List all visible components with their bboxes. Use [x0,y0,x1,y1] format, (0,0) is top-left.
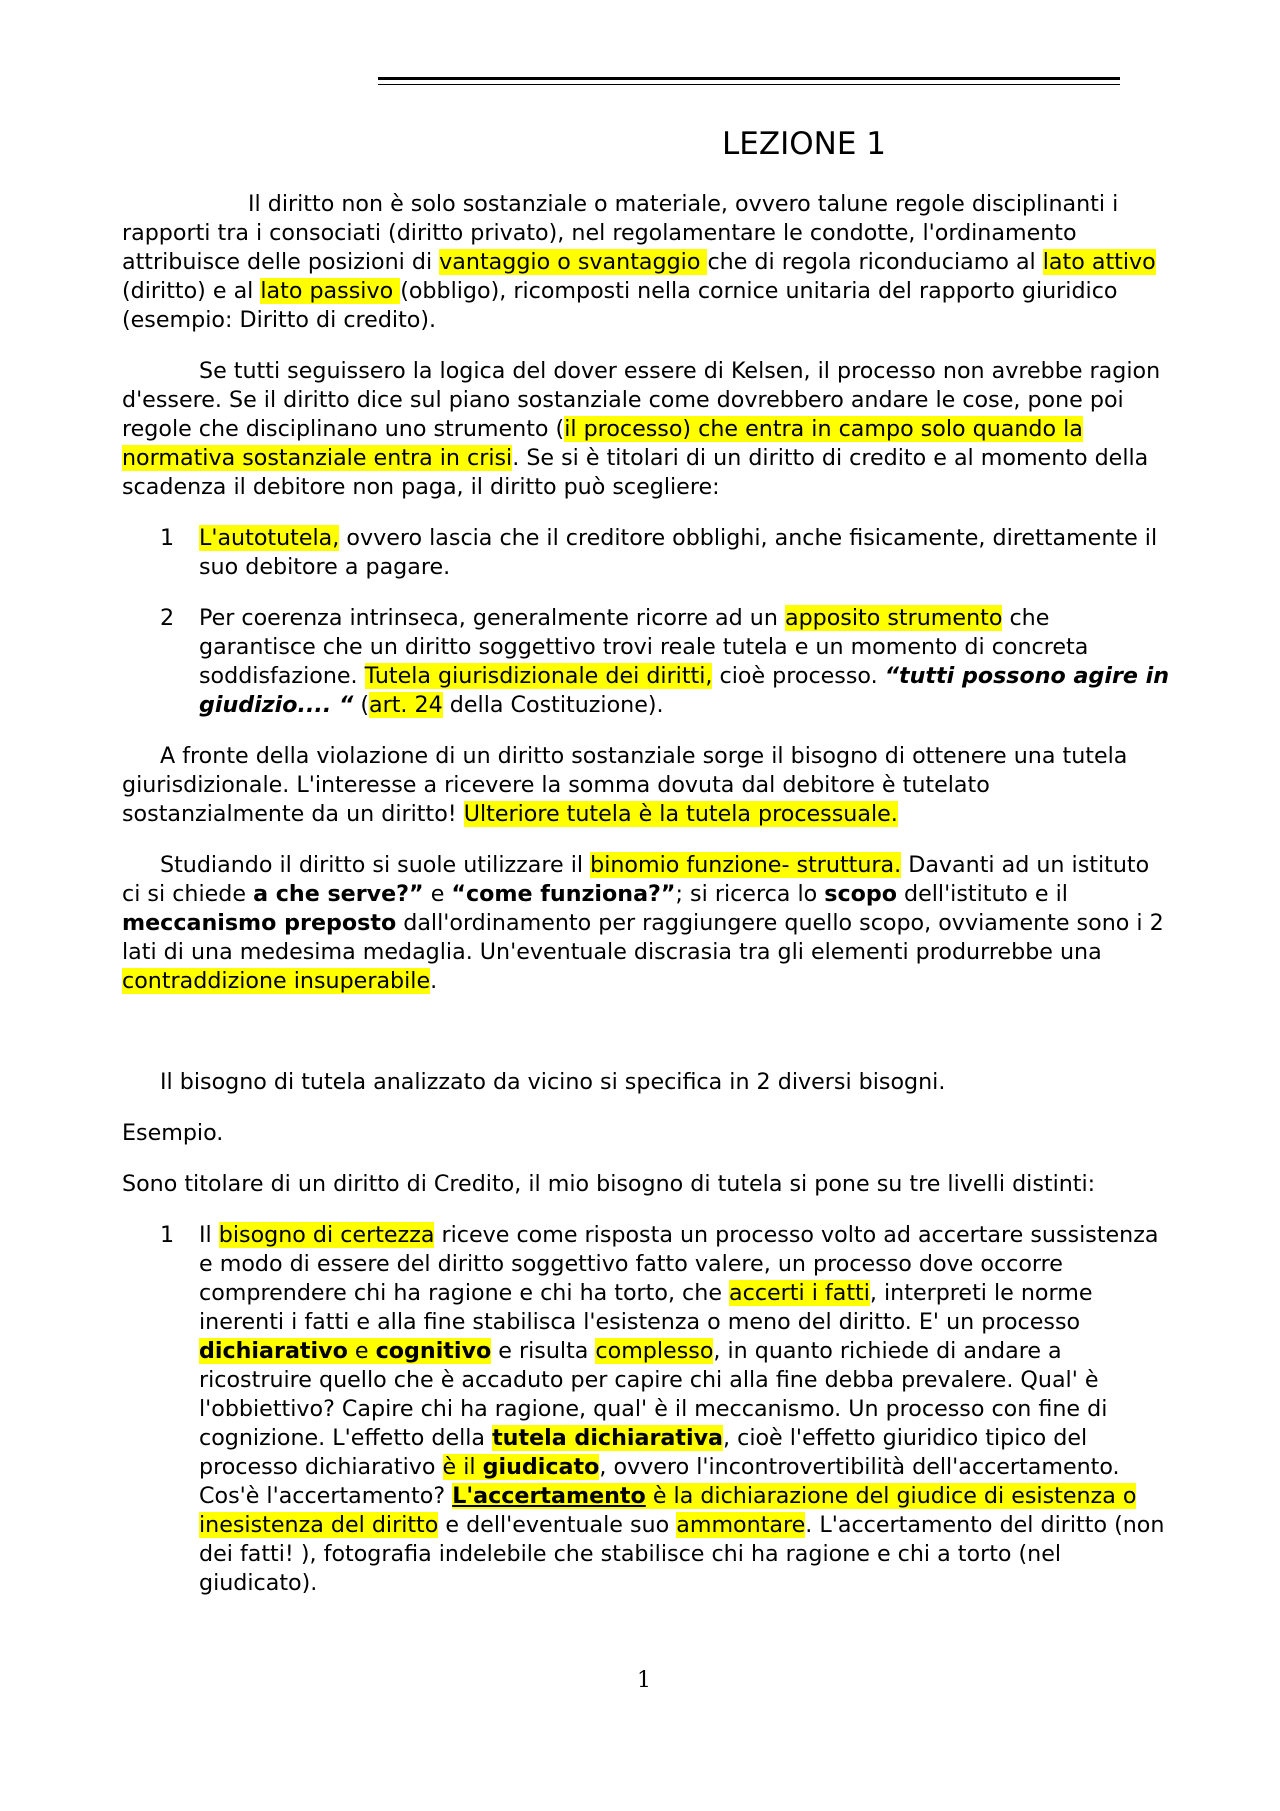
paragraph-5: Il bisogno di tutela analizzato da vicino si specifica in 2 diversi bisogni. [160,1069,946,1095]
paragraph-4 [122,851,1172,996]
text-run: ( [353,692,369,718]
header-rule [378,77,1120,85]
highlight: è il [442,1454,483,1480]
text-run: che garantisce che un diritto soggettivo trovi reale tutela e un momento di concreta soddisfazione. [199,605,1089,689]
text-run: e risulta [491,1338,596,1364]
paragraph-1 [122,190,1172,335]
highlight-bold: giudicato [482,1454,600,1480]
text-run: cioè processo. [712,663,885,689]
text-run: , cioè l'effetto giuridico tipico del processo dichiarativo [199,1425,1088,1480]
text-run: (obbligo), ricomposti nella cornice unitaria del rapporto giuridico (esempio: Diritto di credito). [122,278,1118,333]
highlight: accerti i fatti [729,1280,870,1306]
text-run: , ovvero l'incontrovertibilità dell'accertamento. Cos'è l'accertamento? [199,1454,1120,1509]
highlight: apposito strumento [784,605,1003,631]
highlight: e [347,1338,376,1364]
text-run: Davanti ad un istituto ci si chiede [122,852,1150,907]
highlight: Ulteriore tutela è la tutela processuale. [463,801,898,827]
highlight: il processo) che entra in campo solo quando la normativa sostanziale entra in crisi [122,416,1083,471]
text-run: . [430,968,438,994]
page-title: LEZIONE 1 [722,126,886,162]
highlight: bisogno di certezza [218,1222,435,1248]
highlight-bold-underline: L'accertamento [452,1483,646,1509]
text-run: , in quanto richiede di andare a ricostruire quello che è accaduto per capire chi alla fine debba prevalere. Qual' è l'obbiettivo? Capire chi ha ragione, qual' è il meccanismo. Un processo con fine di cognizione. L'effetto della [199,1338,1108,1451]
text-run: A fronte della violazione di un diritto sostanziale sorge il bisogno di ottenere una tutela giurisdizionale. L'interesse a ricevere la somma dovuta dal debitore è tutelato sostanzialmente da un diritto! [122,743,1128,827]
document-body [122,190,1172,1620]
list-number: 1 [160,525,175,551]
text-run: ovvero lascia che il creditore obblighi, anche fisicamente, direttamente il suo debitore a pagare. [199,525,1158,580]
bold-text: “come funziona?” [451,881,676,907]
bold-text: a che serve?” [253,881,424,907]
bold-text: meccanismo preposto [122,910,397,936]
paragraph-3 [122,742,1172,829]
bold-text: scopo [824,881,897,907]
highlight-bold: dichiarativo [199,1338,348,1364]
list-item [122,1221,1172,1598]
text-run: Studiando il diritto si suole utilizzare il [160,852,591,878]
highlight: contraddizione insuperabile [122,968,431,994]
list-number: 1 [160,1222,175,1248]
text-run: , interpreti le norme inerenti i fatti e alla fine stabilisca l'esistenza o meno del diritto. E' un processo [199,1280,1093,1335]
text-run: . L'accertamento del diritto (non dei fatti! ), fotografia indelebile che stabilisce chi ha ragione e chi a torto (nel giudicato). [199,1512,1165,1596]
highlight-bold: tutela dichiarativa [492,1425,724,1451]
text-run: e [423,881,452,907]
highlight: Tutela giurisdizionale dei diritti, [364,663,713,689]
highlight: ammontare [676,1512,806,1538]
paragraph-2 [122,357,1172,502]
highlight: è la dichiarazione del giudice di esistenza o inesistenza del diritto [199,1483,1137,1538]
highlight-bold: cognitivo [375,1338,492,1364]
text-run: (diritto) e al [122,278,261,304]
highlight: lato passivo [260,278,401,304]
text-run: che di regola riconduciamo al [707,249,1043,275]
list-item [122,604,1172,720]
text-run: della Costituzione). [442,692,664,718]
text-run: Se tutti seguissero la logica del dover essere di Kelsen, il processo non avrebbe ragion d'essere. Se il diritto dice sul piano sostanziale come dovrebbero andare le cose, pone poi regole che disciplinano uno strumento ( [122,358,1161,442]
page-number: 1 [637,1668,651,1693]
highlight: binomio funzione- struttura. [590,852,902,878]
text-run: dall'ordinamento per raggiungere quello scopo, ovviamente sono i 2 lati di una medesima medaglia. Un'eventuale discrasia tra gli elementi produrrebbe una [122,910,1164,965]
highlight: complesso [595,1338,714,1364]
highlight: lato attivo [1042,249,1156,275]
text-run: e dell'eventuale suo [438,1512,677,1538]
text-run: Il diritto non è solo sostanziale o materiale, ovvero talune regole disciplinanti i rapporti tra i consociati (diritto privato), nel regolamentare le condotte, l'ordinamento attribuisce delle posizioni di [122,191,1119,275]
text-run: riceve come risposta un processo volto ad accertare sussistenza e modo di essere del diritto soggettivo fatto valere, un processo dove occorre comprendere chi ha ragione e chi ha torto, che [199,1222,1159,1306]
list-number: 2 [160,605,175,631]
quote: “tutti possono agire in giudizio.... “ [199,663,1170,718]
list-item [122,524,1172,582]
highlight: art. 24 [368,692,443,718]
text-run: Per coerenza intrinseca, generalmente ricorre ad un [199,605,785,631]
highlight: vantaggio o svantaggio [439,249,708,275]
paragraph-6: Esempio. [122,1120,224,1146]
text-run: dell'istituto e il [896,881,1068,907]
paragraph-7: Sono titolare di un diritto di Credito, il mio bisogno di tutela si pone su tre livelli distinti: [122,1171,1096,1197]
text-run: Il [199,1222,219,1248]
text-run: ; si ricerca lo [675,881,825,907]
highlight: L'autotutela, [199,525,340,551]
text-run: . Se si è titolari di un diritto di credito e al momento della scadenza il debitore non paga, il diritto può scegliere: [122,445,1149,500]
